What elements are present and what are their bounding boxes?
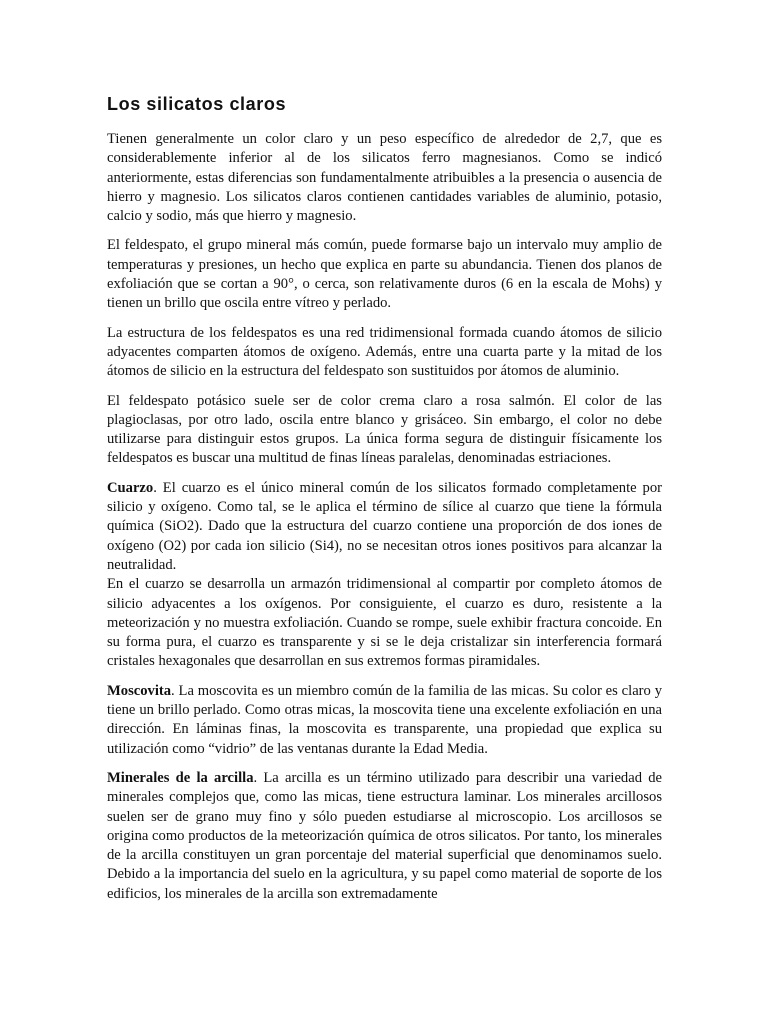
paragraph-minerales-arcilla xyxy=(107,769,662,904)
paragraph-text: Tienen generalmente un color claro y un peso específico de alrededor de 2,7, que es considerablemente inferior al de los silicatos ferro magnesianos. Como se indicó anteriormente, estas diferencias son fundamentalmente atribuibles a la presencia o ausencia de hierro y magnesio. Los silicatos claros contienen cantidades variables de aluminio, potasio, calcio y sodio, más que hierro y magnesio. xyxy=(107,131,662,225)
paragraph-lead: Cuarzo xyxy=(107,479,154,496)
paragraph-feldespato-potasico xyxy=(107,392,662,469)
document-page xyxy=(107,92,662,914)
paragraph-text: La estructura de los feldespatos es una red tridimensional formada cuando átomos de silicio adyacentes comparten átomos de oxígeno. Además, entre una cuarta parte y la mitad de los átomos de silicio en la estructura del feldespato son sustituidos por átomos de aluminio. xyxy=(107,324,662,380)
paragraph-cuarzo xyxy=(107,479,662,575)
paragraph-text: El feldespato, el grupo mineral más común, puede formarse bajo un intervalo muy amplio de temperaturas y presiones, un hecho que explica en parte su abundancia. Tienen dos planos de exfoliación que se cortan a 90°, o cerca, son relativamente duros (6 en la escala de Mohs) y tienen un brillo que oscila entre vítreo y perlado. xyxy=(107,237,662,312)
paragraph-feldespato xyxy=(107,236,662,313)
paragraph-text: . El cuarzo es el único mineral común de los silicatos formado completamente por silicio y oxígeno. Como tal, se le aplica el término de sílice al cuarzo que tiene la fórmula química (SiO2). Dado que la estructura del cuarzo contiene una proporción de dos iones de oxígeno (O2) por cada ion silicio (Si4), no se necesitan otros iones positivos para alcanzar la neutralidad. xyxy=(107,479,662,573)
paragraph-estructura-feldespatos xyxy=(107,324,662,382)
paragraph-moscovita xyxy=(107,682,662,759)
paragraph-cuarzo-armazon xyxy=(107,575,662,671)
paragraph-text: . La moscovita es un miembro común de la familia de las micas. Su color es claro y tiene un brillo perlado. Como otras micas, la moscovita tiene una excelente exfoliación en una dirección. En láminas finas, la moscovita es transparente, una propiedad que explica su utilización como “vidrio” de las ventanas durante la Edad Media. xyxy=(107,682,662,757)
paragraph-lead: Moscovita xyxy=(107,682,172,699)
paragraph-text: El feldespato potásico suele ser de color crema claro a rosa salmón. El color de las plagioclasas, por otro lado, oscila entre blanco y grisáceo. Sin embargo, el color no debe utilizarse para distinguir estos grupos. La única forma segura de distinguir físicamente los feldespatos es buscar una multitud de finas líneas paralelas, denominadas estriaciones. xyxy=(107,392,662,467)
paragraph-lead: Minerales de la arcilla xyxy=(107,769,254,786)
paragraph-text: . La arcilla es un término utilizado para describir una variedad de minerales complejos que, como las micas, tiene estructura laminar. Los minerales arcillosos suelen ser de grano muy fino y sólo pueden estudiarse al microscopio. Los arcillosos se origina como productos de la meteorización química de otros silicatos. Por tanto, los minerales de la arcilla constituyen un gran porcentaje del material superficial que denominamos suelo. Debido a la importancia del suelo en la agricultura, y su papel como material de soporte de los edificios, los minerales de la arcilla son extremadamente xyxy=(107,769,662,902)
paragraph-text: En el cuarzo se desarrolla un armazón tridimensional al compartir por completo átomos de silicio adyacentes a los oxígenos. Por consiguiente, el cuarzo es duro, resistente a la meteorización y no muestra exfoliación. Cuando se rompe, suele exhibir fractura concoide. En su forma pura, el cuarzo es transparente y si se le deja cristalizar sin interferencia formará cristales hexagonales que desarrollan en sus extremos formas piramidales. xyxy=(107,576,662,670)
paragraph-intro xyxy=(107,130,662,226)
document-title: Los silicatos claros xyxy=(107,94,287,114)
